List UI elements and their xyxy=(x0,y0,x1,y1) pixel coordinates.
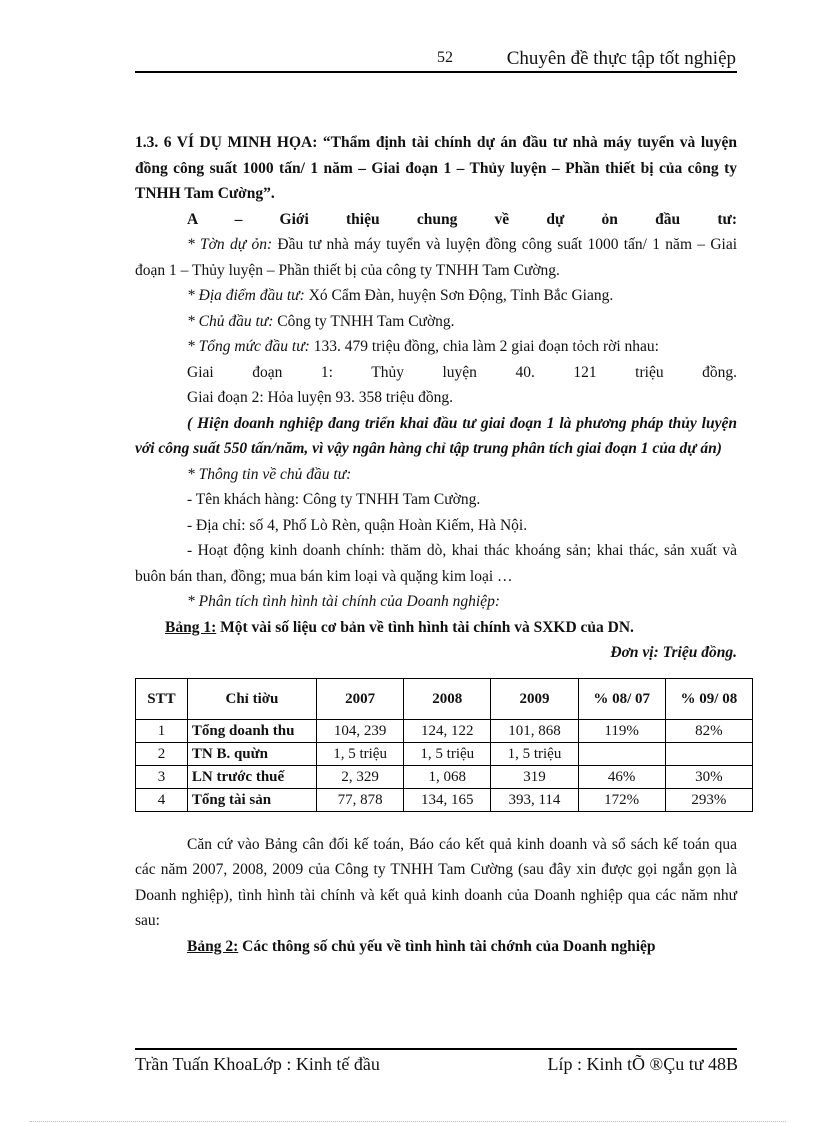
table-cell: 30% xyxy=(665,765,752,788)
summary-paragraph: Căn cứ vào Bảng cân đối kế toán, Báo cáo kết quả kinh doanh và sổ sách kế toán qua các năm 2007, 2008, 2009 của Công ty TNHH Tam Cường (sau đây xin được gọi ngắn gọn là Doanh nghiệp), tình hình tài chính và kết quả kinh doanh của Doanh nghiệp qua các năm như sau: xyxy=(135,835,737,929)
total-value: 133. 479 triệu đồng, chia làm 2 giai đoạn tỏch rời nhau: xyxy=(309,338,659,355)
table-row xyxy=(136,719,753,742)
table2-caption-label: Bảng 2: xyxy=(187,937,239,955)
customer-address: - Địa chỉ: số 4, Phố Lò Rèn, quận Hoàn Kiếm, Hà Nội. xyxy=(187,516,528,534)
page-bottom-border xyxy=(30,1121,786,1122)
table1-unit: Đơn vị: Triệu đồng. xyxy=(610,644,737,661)
table2-caption xyxy=(135,934,737,960)
table-cell: 172% xyxy=(578,788,665,811)
footer-author: Trần Tuấn KhoaLớp : Kinh tế đầu xyxy=(135,1054,380,1074)
table-row xyxy=(136,742,753,765)
table-cell: 1, 5 triệu xyxy=(317,742,404,765)
table-cell: 1, 5 triệu xyxy=(491,742,578,765)
table-header-cell: Chỉ tiờu xyxy=(187,678,316,719)
table-cell: 46% xyxy=(578,765,665,788)
table-header-cell: % 09/ 08 xyxy=(665,678,752,719)
table-cell: 77, 878 xyxy=(317,788,404,811)
table-cell: 319 xyxy=(491,765,578,788)
total-investment xyxy=(135,334,737,360)
table-cell: 1, 068 xyxy=(404,765,491,788)
phase-1: Giai đoạn 1: Thủy luyện 40. 121 triệu đồng. xyxy=(187,363,737,381)
footer-class: Líp : Kinh tÕ ®Çu tư 48B xyxy=(547,1054,738,1074)
location-label: * Địa điểm đầu tư: xyxy=(187,287,305,304)
table-cell: 2, 329 xyxy=(317,765,404,788)
table1-caption-text: Một vài số liệu cơ bản về tình hình tài chính và SXKD của DN. xyxy=(216,618,634,636)
page-number: 52 xyxy=(437,49,453,66)
table-cell: Tổng tài sản xyxy=(187,788,316,811)
table-cell: 4 xyxy=(136,788,188,811)
table-cell: 124, 122 xyxy=(404,719,491,742)
table-cell: TN B. quừn xyxy=(187,742,316,765)
owner-info-title: * Thông tin về chủ đầu tư: xyxy=(187,465,352,483)
table-row xyxy=(136,788,753,811)
table-cell: Tổng doanh thu xyxy=(187,719,316,742)
table-cell xyxy=(578,742,665,765)
phase-2: Giai đoạn 2: Hỏa luyện 93. 358 triệu đồng. xyxy=(187,389,454,406)
financial-table xyxy=(135,678,753,812)
project-owner xyxy=(135,309,737,335)
table-cell: 293% xyxy=(665,788,752,811)
table-cell: 104, 239 xyxy=(317,719,404,742)
table-header-cell: 2008 xyxy=(404,678,491,719)
table-cell: 134, 165 xyxy=(404,788,491,811)
table-cell: 1, 5 triệu xyxy=(404,742,491,765)
location-value: Xó Cẩm Đàn, huyện Sơn Động, Tỉnh Bắc Giang. xyxy=(304,287,614,304)
table2-caption-text: Các thông số chủ yếu về tình hình tài chớnh của Doanh nghiệp xyxy=(238,937,656,955)
financial-analysis-title: * Phân tích tình hình tài chính của Doanh nghiệp: xyxy=(187,593,500,610)
header-rule xyxy=(135,71,737,73)
project-location xyxy=(135,283,737,309)
owner-value: Công ty TNHH Tam Cường. xyxy=(273,312,455,330)
table1-caption-label: Bảng 1: xyxy=(165,618,217,636)
table-cell: 3 xyxy=(136,765,188,788)
section-heading: 1.3. 6 VÍ DỤ MINH HỌA: “Thẩm định tài chính dự án đầu tư nhà máy tuyển và luyện đồng công suất 1000 tấn/ 1 năm – Giai đoạn 1 – Thủy luyện – Phần thiết bị của công ty TNHH Tam Cường”. xyxy=(135,134,737,202)
customer-name: - Tên khách hàng: Công ty TNHH Tam Cường. xyxy=(187,491,481,508)
table-cell: 82% xyxy=(665,719,752,742)
table-cell: 101, 868 xyxy=(491,719,578,742)
business-activities: - Hoạt động kinh doanh chính: thăm dò, khai thác khoáng sản; khai thác, sản xuất và buôn bán than, đồng; mua bán kim loại và quặng kim loại … xyxy=(135,542,737,585)
document-body xyxy=(135,130,737,959)
table-header-cell: STT xyxy=(136,678,188,719)
table-header-cell: 2009 xyxy=(491,678,578,719)
intro-title: A – Giới thiệu chung về dự ỏn đầu tư: xyxy=(187,210,737,228)
investment-note: ( Hiện doanh nghiệp đang triển khai đầu tư giai đoạn 1 là phương pháp thủy luyện với công suất 550 tấn/năm, vì vậy ngân hàng chỉ tập trung phân tích giai đoạn 1 của dự án) xyxy=(135,414,737,457)
table-cell: 393, 114 xyxy=(491,788,578,811)
table-cell: 2 xyxy=(136,742,188,765)
project-name-value: Đầu tư nhà máy tuyển và luyện đồng công suất 1000 tấn/ 1 năm – Giai đoạn 1 – Thủy luyện – Phần thiết bị của công ty TNHH Tam Cường. xyxy=(135,236,738,279)
table-cell: 119% xyxy=(578,719,665,742)
table-header-row xyxy=(136,678,753,719)
table-cell xyxy=(665,742,752,765)
table1-caption xyxy=(135,615,737,641)
table-header-cell: % 08/ 07 xyxy=(578,678,665,719)
project-name xyxy=(135,232,737,283)
footer-rule xyxy=(135,1048,737,1050)
table-cell: 1 xyxy=(136,719,188,742)
table-row xyxy=(136,765,753,788)
table-cell: LN trước thuế xyxy=(187,765,316,788)
owner-label: * Chủ đầu tư: xyxy=(187,312,274,330)
project-name-label: * Tờn dự ỏn: xyxy=(187,236,273,253)
table-header-cell: 2007 xyxy=(317,678,404,719)
total-label: * Tổng mức đầu tư: xyxy=(187,338,310,355)
header-title: Chuyên đề thực tập tốt nghiệp xyxy=(506,48,736,69)
